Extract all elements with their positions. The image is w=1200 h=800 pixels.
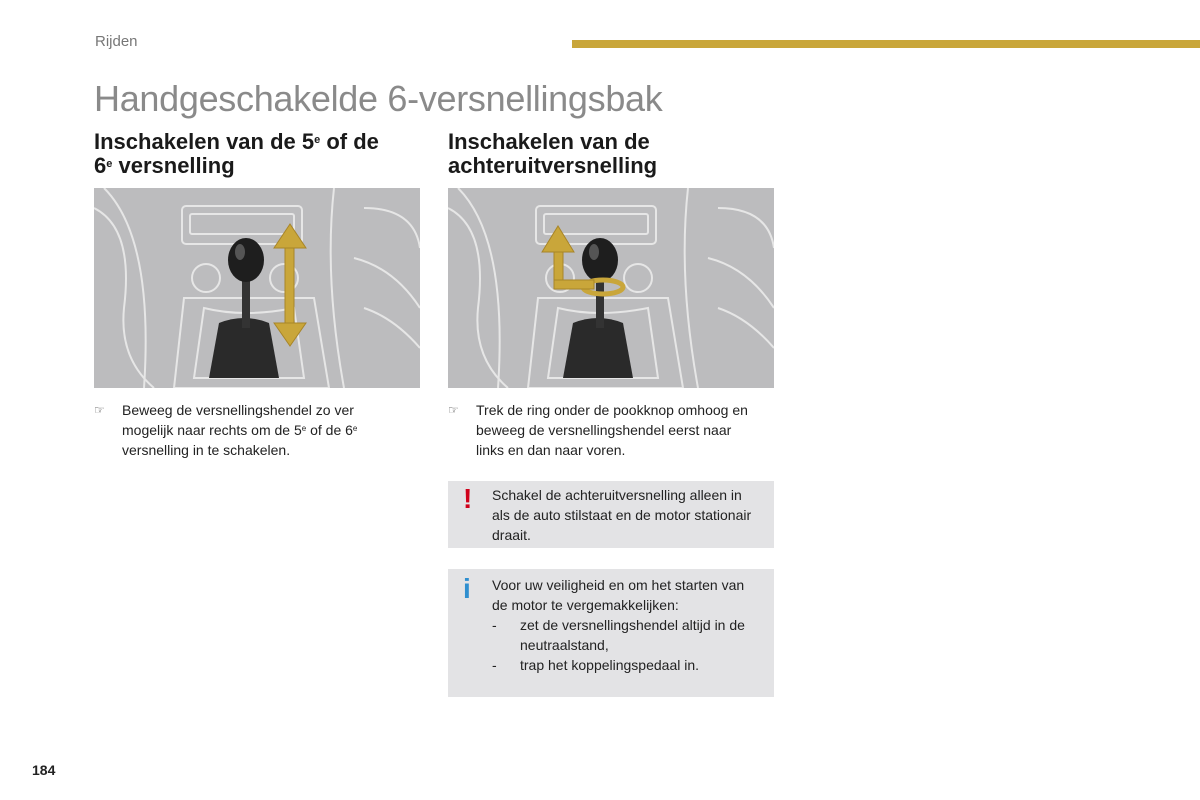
info-item-2: trap het koppelingspedaal in. <box>520 657 700 673</box>
info-note <box>448 569 774 697</box>
right-bullet <box>448 400 748 460</box>
left-title-sup-1: e <box>314 134 321 146</box>
right-column-title <box>448 130 788 178</box>
info-intro: Voor uw veiligheid en om het starten van de motor te vergemakkelijken: <box>492 577 745 613</box>
dash-mark: - <box>492 657 497 673</box>
gear-shift-5-6-illustration <box>94 188 420 388</box>
info-item-1: zet de versnellingshendel altijd in de neutraalstand, <box>520 617 745 653</box>
left-column-title <box>94 130 434 178</box>
page-title: Handgeschakelde 6-versnellingsbak <box>94 78 663 119</box>
info-text <box>492 575 762 675</box>
header-accent-bar <box>572 40 1200 48</box>
page-number: 184 <box>32 762 56 778</box>
info-icon: i <box>463 573 471 604</box>
right-title-line1: Inschakelen van de <box>448 129 650 154</box>
pointing-hand-icon: ☞ <box>94 403 105 417</box>
warning-text: Schakel de achteruitversnelling alleen in als de auto stilstaat en de motor stationair draait. <box>492 487 752 543</box>
left-title-num: 6 <box>94 153 107 178</box>
left-bullet-sup1: e <box>301 424 307 433</box>
info-list-item <box>492 615 762 655</box>
left-title-sup-2: e <box>106 158 113 170</box>
pointing-hand-icon: ☞ <box>448 403 459 417</box>
warning-note <box>448 481 774 548</box>
left-title-text-2: of de <box>320 129 379 154</box>
left-bullet-p3: versnelling in te schakelen. <box>122 442 291 458</box>
right-title-line2: achteruitversnelling <box>448 153 658 178</box>
gear-shift-reverse-illustration <box>448 188 774 388</box>
left-title-text-3: versnelling <box>112 153 235 178</box>
left-bullet <box>94 400 394 460</box>
info-list-item <box>492 655 762 675</box>
left-bullet-p1: Beweeg de versnellingshendel zo ver mogelijk naar rechts om de 5 <box>122 402 354 438</box>
left-bullet-p2: of de 6 <box>306 422 353 438</box>
left-bullet-sup2: e <box>352 424 358 433</box>
dash-mark: - <box>492 617 497 633</box>
left-bullet-text <box>94 400 394 460</box>
right-bullet-text: Trek de ring onder de pookknop omhoog en beweeg de versnellingshendel eerst naar links en dan naar voren. <box>476 402 748 458</box>
left-title-text-1: Inschakelen van de 5 <box>94 129 315 154</box>
section-label: Rijden <box>95 33 138 50</box>
exclamation-icon: ! <box>463 483 473 514</box>
